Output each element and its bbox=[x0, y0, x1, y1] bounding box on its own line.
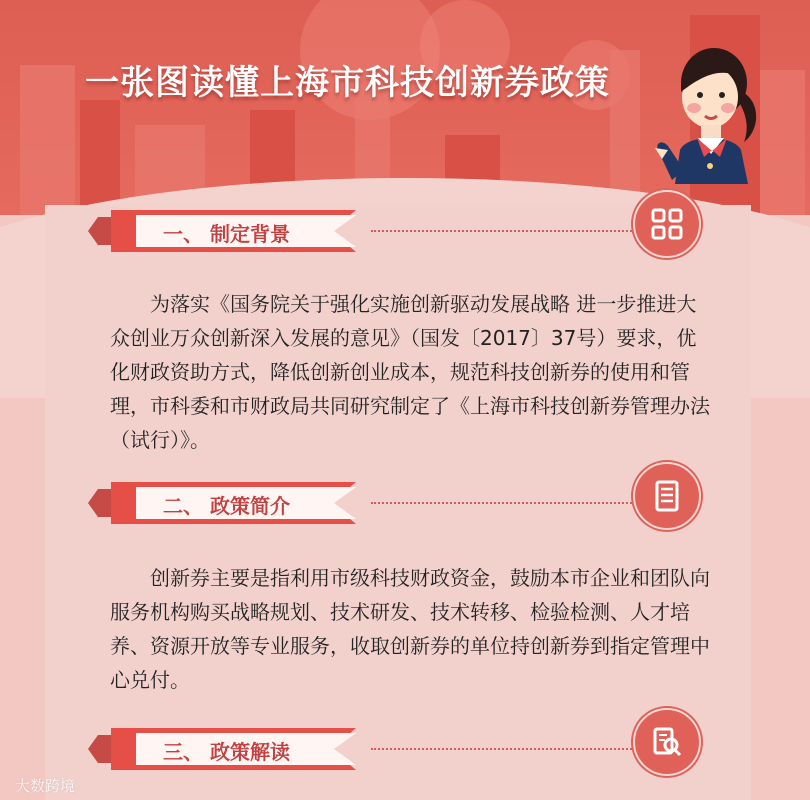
section-title: 一、 制定背景 bbox=[163, 222, 290, 246]
document-icon bbox=[651, 480, 683, 512]
intro-text bbox=[110, 561, 715, 697]
watermark-text: 大数跨境 bbox=[15, 777, 76, 795]
background-paragraph: 为落实《国务院关于强化实施创新驱动发展战略 进一步推进大众创业万众创新深入发展的意见》（国发〔2017〕37号）要求，优化财政资助方式，降低创新创业成本，规范科技创新券的使用和管理，市科委和市财政局共同研究制定了《上海市科技创新券管理办法（试行）》。 bbox=[110, 292, 710, 452]
section-title: 三、 政策解读 bbox=[163, 740, 290, 764]
section-background-header bbox=[88, 210, 788, 252]
section-intro-header bbox=[88, 482, 788, 524]
page-title: 一张图读懂上海市科技创新券政策 bbox=[85, 63, 610, 103]
section-icon-badge bbox=[633, 190, 701, 258]
background-text bbox=[110, 287, 715, 457]
magnifier-document-icon bbox=[651, 726, 683, 758]
section-icon-badge bbox=[633, 462, 701, 530]
city-building bbox=[20, 65, 75, 215]
grid-icon bbox=[651, 208, 683, 240]
presenter-avatar bbox=[650, 30, 775, 185]
section-title: 二、 政策简介 bbox=[163, 494, 290, 518]
section-interpretation-header bbox=[88, 728, 788, 770]
city-building bbox=[80, 100, 120, 215]
section-icon-badge bbox=[633, 708, 701, 776]
intro-paragraph: 创新券主要是指利用市级科技财政资金，鼓励本市企业和团队向服务机构购买战略规划、技术研发、技术转移、检验检测、人才培养、资源开放等专业服务，收取创新券的单位持创新券到指定管理中心兑付。 bbox=[110, 566, 710, 692]
